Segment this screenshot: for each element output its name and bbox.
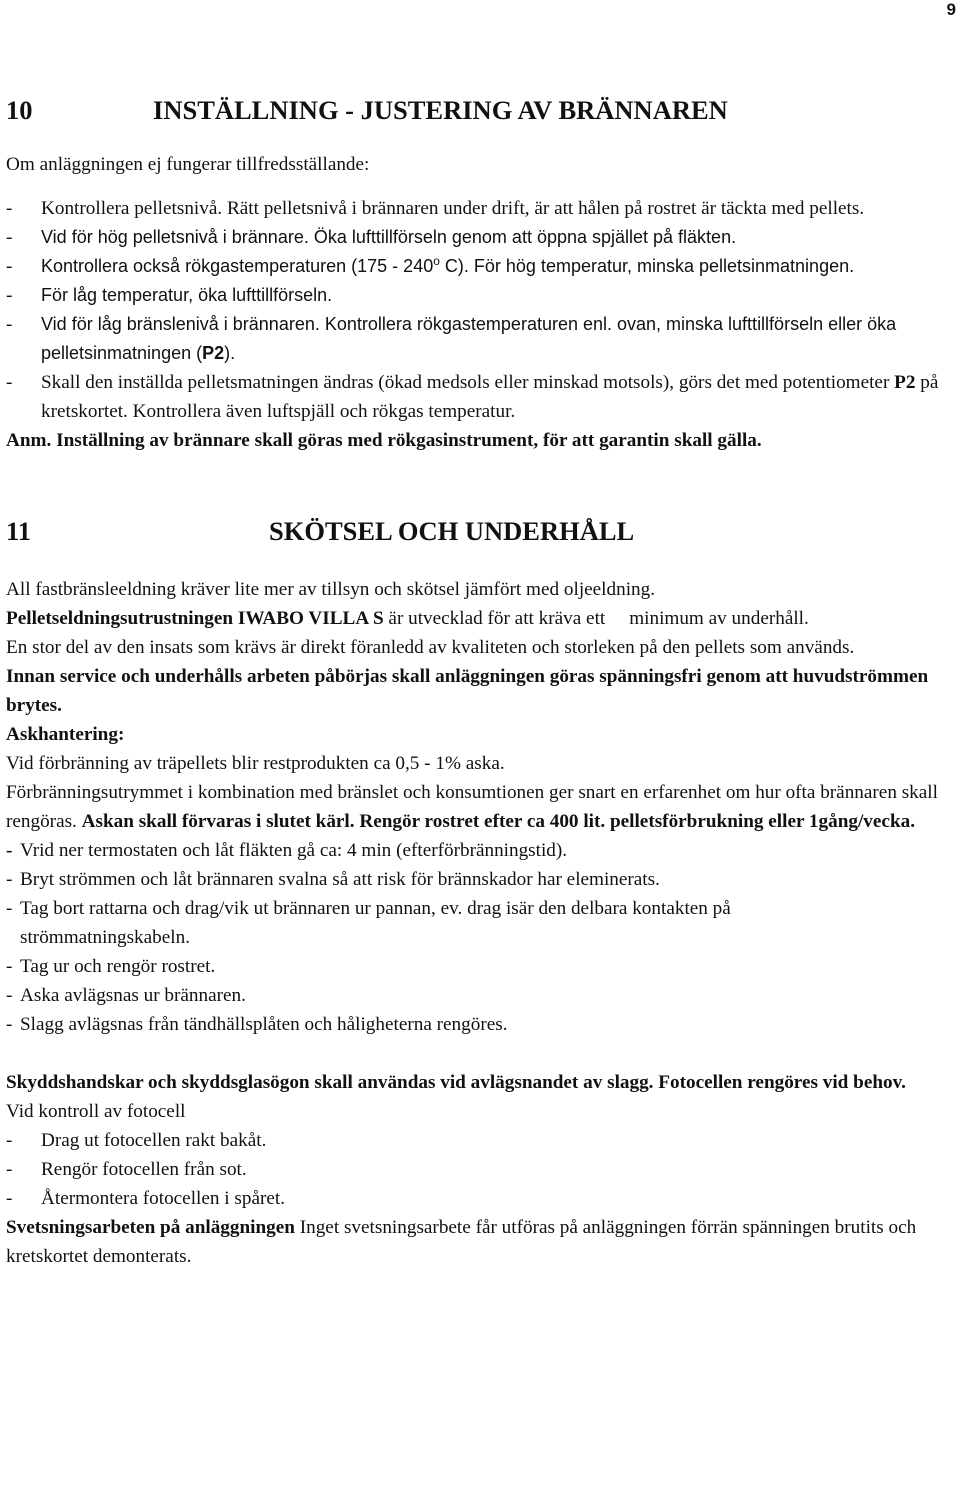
- section-10-number: 10: [6, 95, 33, 125]
- list-item: - Kontrollera pelletsnivå. Rätt pelletsnivå i brännaren under drift, är att hålen på rostret är täckta med pellets.: [6, 198, 865, 219]
- section-10-intro: Om anläggningen ej fungerar tillfredsställande:: [6, 154, 370, 175]
- section-11-title: SKÖTSEL OCH UNDERHÅLL: [269, 516, 635, 546]
- paragraph: Förbränningsutrymmet i kombination med bränslet och konsumtionen ger snart en erfarenhet om hur ofta brännaren skall rengöras. Askan skall förvaras i slutet kärl. Rengör rostret efter ca 400 lit. pelletsförbrukning eller 1gång/vecka.: [6, 782, 938, 832]
- list-item: - Vid för låg bränslenivå i brännaren. Kontrollera rökgastemperaturen enl. ovan, minska lufttillförseln eller öka pelletsinmatningen (P2).: [6, 314, 897, 363]
- list-item: - Bryt strömmen och låt brännaren svalna så att risk för brännskador har eleminerats.: [6, 869, 660, 890]
- list-item: - Vrid ner termostaten och låt fläkten gå ca: 4 min (efterförbränningstid).: [6, 840, 568, 861]
- section-11-number: 11: [6, 516, 32, 546]
- list-item: - Drag ut fotocellen rakt bakåt.: [6, 1130, 267, 1151]
- paragraph: Pelletseldningsutrustningen IWABO VILLA S är utvecklad för att kräva ett minimum av underhåll.: [6, 608, 809, 629]
- page-number: 9: [946, 0, 956, 19]
- list-item: - Slagg avlägsnas från tändhällsplåten och håligheterna rengöres.: [6, 1014, 508, 1035]
- list-item: - Rengör fotocellen från sot.: [6, 1159, 247, 1180]
- adjustment-list: [6, 194, 951, 426]
- section-10-title: INSTÄLLNING - JUSTERING AV BRÄNNAREN: [153, 95, 728, 125]
- photocell-steps-list: [6, 1126, 951, 1213]
- paragraph: En stor del av den insats som krävs är direkt föranledd av kvaliteten och storleken på den pellets som används.: [6, 637, 855, 658]
- paragraph: Vid kontroll av fotocell: [6, 1101, 186, 1122]
- section-11-heading: [6, 511, 951, 551]
- section-10-heading: [6, 90, 951, 130]
- warning-paragraph: Innan service och underhålls arbeten påbörjas skall anläggningen göras spänningsfri genom att huvudströmmen brytes.: [6, 666, 929, 716]
- list-item: - För låg temperatur, öka lufttillförseln.: [6, 285, 333, 306]
- paragraph: All fastbränsleeldning kräver lite mer av tillsyn och skötsel jämfört med oljeeldning.: [6, 579, 656, 600]
- list-item: - Tag ur och rengör rostret.: [6, 956, 216, 977]
- cleaning-steps-list: [6, 836, 951, 1039]
- paragraph: Svetsningsarbeten på anläggningen Inget svetsningsarbete får utföras på anläggningen förrän spänningen brutits och kretskortet demonterats.: [6, 1217, 917, 1267]
- list-item: - Aska avlägsnas ur brännaren.: [6, 985, 246, 1006]
- section-10-note: Anm. Inställning av brännare skall göras med rökgasinstrument, för att garantin skall gälla.: [6, 430, 762, 451]
- list-item: - Skall den inställda pelletsmatningen ändras (ökad medsols eller minskad motsols), görs det med potentiometer P2 på kretskortet. Kontrollera även luftspjäll och rökgas temperatur.: [6, 372, 939, 422]
- list-item: - Vid för hög pelletsnivå i brännare. Öka lufttillförseln genom att öppna spjället på fläkten.: [6, 227, 737, 248]
- list-item: - Återmontera fotocellen i spåret.: [6, 1188, 286, 1209]
- page-content: [6, 90, 951, 1271]
- subheading-ash-handling: Askhantering:: [6, 724, 125, 745]
- list-item: - Tag bort rattarna och drag/vik ut brännaren ur pannan, ev. drag isär den delbara kontakten på strömmatningskabeln.: [6, 898, 731, 948]
- paragraph: Vid förbränning av träpellets blir restprodukten ca 0,5 - 1% aska.: [6, 753, 505, 774]
- warning-paragraph: Skyddshandskar och skyddsglasögon skall användas vid avlägsnandet av slagg. Fotocellen rengöres vid behov.: [6, 1072, 906, 1093]
- list-item: - Kontrollera också rökgastemperaturen (175 - 240$^o$ C). För hög temperatur, minska pelletsinmatningen.: [6, 254, 855, 277]
